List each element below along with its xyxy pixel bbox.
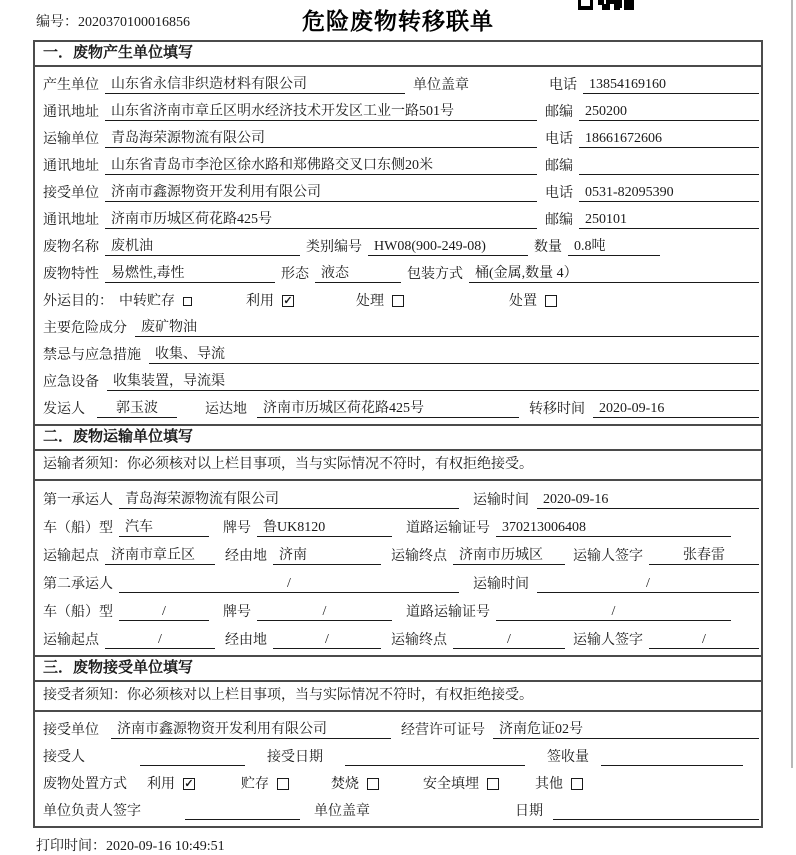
section1-body bbox=[35, 67, 761, 424]
plate-number-label: 牌号 bbox=[223, 521, 251, 536]
road-permit-label: 道路运输证号 bbox=[406, 521, 490, 536]
producer-phone-label: 电话 bbox=[549, 78, 577, 93]
acceptor-value bbox=[140, 748, 245, 766]
checkbox-utilize2 bbox=[183, 778, 195, 790]
receiver-address-label: 通讯地址 bbox=[43, 213, 99, 228]
checkmark: ✓ bbox=[184, 778, 194, 790]
vehicle-type-label: 车（船）型 bbox=[43, 521, 113, 536]
transport-phone-value: 18661672606 bbox=[579, 130, 759, 148]
row-taboo-measures bbox=[35, 340, 761, 367]
page-title: 危险废物转移联单 bbox=[302, 9, 494, 34]
transport-time2-value: / bbox=[537, 575, 759, 593]
row-emergency-equipment bbox=[35, 367, 761, 394]
accepting-unit-value: 济南市鑫源物资开发利用有限公司 bbox=[111, 721, 391, 739]
doc-number-value: 2020370100016856 bbox=[78, 15, 190, 30]
road-permit-value: 370213006408 bbox=[496, 519, 731, 537]
route-start-label: 运输起点 bbox=[43, 549, 99, 564]
hazard-component-label: 主要危险成分 bbox=[43, 321, 127, 336]
row-transport-address bbox=[35, 151, 761, 178]
emergency-equipment-value: 收集装置，导流渠 bbox=[107, 373, 759, 391]
transport-zip-value bbox=[579, 157, 759, 175]
acceptor-label: 接受人 bbox=[43, 750, 85, 765]
producer-zip-value: 250200 bbox=[579, 103, 759, 121]
section2-header: 二．废物运输单位填写 bbox=[35, 424, 761, 451]
route2-start-label: 运输起点 bbox=[43, 633, 99, 648]
receiver-zip-label: 邮编 bbox=[545, 213, 573, 228]
second-carrier-label: 第二承运人 bbox=[43, 577, 113, 592]
transport-unit-value: 青岛海荣源物流有限公司 bbox=[105, 130, 537, 148]
checkbox-incinerate bbox=[367, 778, 379, 790]
row-disposal-method bbox=[35, 769, 761, 796]
row-waste-name bbox=[35, 232, 761, 259]
transport-time-label: 运输时间 bbox=[473, 493, 529, 508]
option-dispose-label: 处置 bbox=[509, 294, 537, 309]
option-incinerate-label: 焚烧 bbox=[331, 777, 359, 792]
producer-address-value: 山东省济南市章丘区明水经济技术开发区工业一路501号 bbox=[105, 103, 537, 121]
section1-header: 一．废物产生单位填写 bbox=[35, 42, 761, 67]
license-number-value: 济南危证02号 bbox=[493, 721, 759, 739]
hazard-component-value: 废矿物油 bbox=[135, 319, 759, 337]
transport-time-value: 2020-09-16 bbox=[537, 491, 759, 509]
checkbox-storage bbox=[277, 778, 289, 790]
date-value bbox=[553, 802, 759, 820]
accept-date-value bbox=[345, 748, 525, 766]
date-label: 日期 bbox=[515, 804, 543, 819]
transfer-purpose-label: 外运目的： bbox=[43, 294, 113, 309]
route2-start-value: / bbox=[105, 631, 215, 649]
checkbox-transfer-storage bbox=[183, 297, 192, 306]
first-carrier-label: 第一承运人 bbox=[43, 493, 113, 508]
category-code-value: HW08(900-249-08) bbox=[368, 238, 528, 256]
producer-unit-label: 产生单位 bbox=[43, 78, 99, 93]
route2-via-value: / bbox=[273, 631, 381, 649]
shipper-label: 发运人 bbox=[43, 402, 85, 417]
waste-traits-value: 易燃性,毒性 bbox=[105, 265, 275, 283]
responsible-signature-value bbox=[185, 802, 300, 820]
road-permit2-value: / bbox=[496, 603, 731, 621]
print-time-value: 2020-09-16 10:49:51 bbox=[106, 839, 225, 854]
checkbox-treat bbox=[392, 295, 404, 307]
row-second-carrier bbox=[35, 568, 761, 596]
window-right-edge bbox=[791, 0, 793, 768]
signed-quantity-value bbox=[601, 748, 743, 766]
taboo-measures-value: 收集、导流 bbox=[149, 346, 759, 364]
option-storage-label: 贮存 bbox=[241, 777, 269, 792]
row-waste-traits bbox=[35, 259, 761, 286]
waste-name-value: 废机油 bbox=[105, 238, 300, 256]
doc-number-label: 编号： bbox=[36, 15, 78, 30]
carrier-signature-value: 张春雷 bbox=[649, 547, 759, 565]
transport-unit-label: 运输单位 bbox=[43, 132, 99, 147]
packing-label: 包装方式 bbox=[407, 267, 463, 282]
taboo-measures-label: 禁忌与应急措施 bbox=[43, 348, 141, 363]
route2-end-label: 运输终点 bbox=[391, 633, 447, 648]
category-code-label: 类别编号 bbox=[306, 240, 362, 255]
shipper-value: 郭玉波 bbox=[97, 400, 177, 418]
vehicle-type-value: 汽车 bbox=[119, 519, 209, 537]
route-via-value: 济南 bbox=[273, 547, 381, 565]
transport-zip-label: 邮编 bbox=[545, 159, 573, 174]
destination-value: 济南市历城区荷花路425号 bbox=[257, 400, 519, 418]
receiver-unit-value: 济南市鑫源物资开发利用有限公司 bbox=[105, 184, 537, 202]
checkbox-landfill bbox=[487, 778, 499, 790]
option-utilize2-label: 利用 bbox=[147, 777, 175, 792]
road-permit2-label: 道路运输证号 bbox=[406, 605, 490, 620]
checkbox-dispose bbox=[545, 295, 557, 307]
route-via-label: 经由地 bbox=[225, 549, 267, 564]
vehicle-type2-label: 车（船）型 bbox=[43, 605, 113, 620]
transport-address-value: 山东省青岛市李沧区徐水路和郑佛路交叉口东侧20米 bbox=[105, 157, 537, 175]
route-end-label: 运输终点 bbox=[391, 549, 447, 564]
manifest-form bbox=[33, 40, 763, 828]
plate-number-value: 鲁UK8120 bbox=[257, 519, 392, 537]
row-receiver-address bbox=[35, 205, 761, 232]
section2-body bbox=[35, 481, 761, 655]
quantity-label: 数量 bbox=[534, 240, 562, 255]
second-carrier-value: / bbox=[119, 575, 459, 593]
first-carrier-value: 青岛海荣源物流有限公司 bbox=[119, 491, 459, 509]
accept-date-label: 接受日期 bbox=[267, 750, 323, 765]
plate-number2-label: 牌号 bbox=[223, 605, 251, 620]
route2-via-label: 经由地 bbox=[225, 633, 267, 648]
row-receiver-unit bbox=[35, 178, 761, 205]
route-end-value: 济南市历城区 bbox=[453, 547, 565, 565]
receiver-notice: 接受者须知：你必须核对以上栏目事项，当与实际情况不符时，有权拒绝接受。 bbox=[35, 682, 761, 712]
producer-phone-value: 13854169160 bbox=[583, 76, 759, 94]
transfer-time-label: 转移时间 bbox=[529, 402, 585, 417]
checkbox-utilize bbox=[282, 295, 294, 307]
row-route-1 bbox=[35, 540, 761, 568]
unit-seal-label: 单位盖章 bbox=[413, 78, 469, 93]
section3-header: 三．废物接受单位填写 bbox=[35, 655, 761, 682]
section3-body bbox=[35, 712, 761, 826]
quantity-value: 0.8吨 bbox=[568, 238, 660, 256]
row-producer-address bbox=[35, 97, 761, 124]
waste-traits-label: 废物特性 bbox=[43, 267, 99, 282]
row-route-2 bbox=[35, 624, 761, 652]
signed-quantity-label: 签收量 bbox=[547, 750, 589, 765]
route-start-value: 济南市章丘区 bbox=[105, 547, 215, 565]
plate-number2-value: / bbox=[257, 603, 392, 621]
option-treat-label: 处理 bbox=[356, 294, 384, 309]
print-time-label: 打印时间： bbox=[36, 839, 106, 854]
unit-seal2-label: 单位盖章 bbox=[314, 804, 370, 819]
option-utilize-label: 利用 bbox=[246, 294, 274, 309]
carrier2-signature-value: / bbox=[649, 631, 759, 649]
option-other-label: 其他 bbox=[535, 777, 563, 792]
transport-time2-label: 运输时间 bbox=[473, 577, 529, 592]
transfer-time-value: 2020-09-16 bbox=[593, 400, 759, 418]
transport-address-label: 通讯地址 bbox=[43, 159, 99, 174]
accepting-unit-label: 接受单位 bbox=[43, 723, 99, 738]
carrier-signature-label: 运输人签字 bbox=[573, 549, 643, 564]
receiver-address-value: 济南市历城区荷花路425号 bbox=[105, 211, 537, 229]
physical-form-value: 液态 bbox=[315, 265, 401, 283]
checkmark: ✓ bbox=[283, 295, 293, 307]
print-time bbox=[36, 835, 796, 855]
destination-label: 运达地 bbox=[205, 402, 247, 417]
row-transfer-purpose bbox=[35, 286, 761, 313]
waste-name-label: 废物名称 bbox=[43, 240, 99, 255]
physical-form-label: 形态 bbox=[281, 267, 309, 282]
row-acceptor bbox=[35, 742, 761, 769]
vehicle-type2-value: / bbox=[119, 603, 209, 621]
producer-unit-value: 山东省永信非织造材料有限公司 bbox=[105, 76, 405, 94]
producer-zip-label: 邮编 bbox=[545, 105, 573, 120]
transporter-notice: 运输者须知：你必须核对以上栏目事项，当与实际情况不符时，有权拒绝接受。 bbox=[35, 451, 761, 481]
carrier2-signature-label: 运输人签字 bbox=[573, 633, 643, 648]
row-first-carrier bbox=[35, 484, 761, 512]
receiver-phone-value: 0531-82095390 bbox=[579, 184, 759, 202]
emergency-equipment-label: 应急设备 bbox=[43, 375, 99, 390]
row-shipper bbox=[35, 394, 761, 421]
checkbox-other bbox=[571, 778, 583, 790]
row-vehicle-2 bbox=[35, 596, 761, 624]
row-hazard-component bbox=[35, 313, 761, 340]
receiver-zip-value: 250101 bbox=[579, 211, 759, 229]
option-landfill-label: 安全填埋 bbox=[423, 777, 479, 792]
row-responsible-signature bbox=[35, 796, 761, 823]
disposal-method-label: 废物处置方式 bbox=[43, 777, 127, 792]
receiver-unit-label: 接受单位 bbox=[43, 186, 99, 201]
document-header bbox=[0, 0, 796, 40]
row-producer-unit bbox=[35, 70, 761, 97]
row-transport-unit bbox=[35, 124, 761, 151]
route2-end-value: / bbox=[453, 631, 565, 649]
transport-phone-label: 电话 bbox=[545, 132, 573, 147]
row-vehicle-1 bbox=[35, 512, 761, 540]
responsible-signature-label: 单位负责人签字 bbox=[43, 804, 141, 819]
receiver-phone-label: 电话 bbox=[545, 186, 573, 201]
row-accepting-unit bbox=[35, 715, 761, 742]
packing-value: 桶(金属,数量 4） bbox=[469, 265, 759, 283]
qr-code-fragment bbox=[578, 0, 638, 10]
license-number-label: 经营许可证号 bbox=[401, 723, 485, 738]
option-transfer-storage-label: 中转贮存 bbox=[119, 294, 175, 309]
producer-address-label: 通讯地址 bbox=[43, 105, 99, 120]
